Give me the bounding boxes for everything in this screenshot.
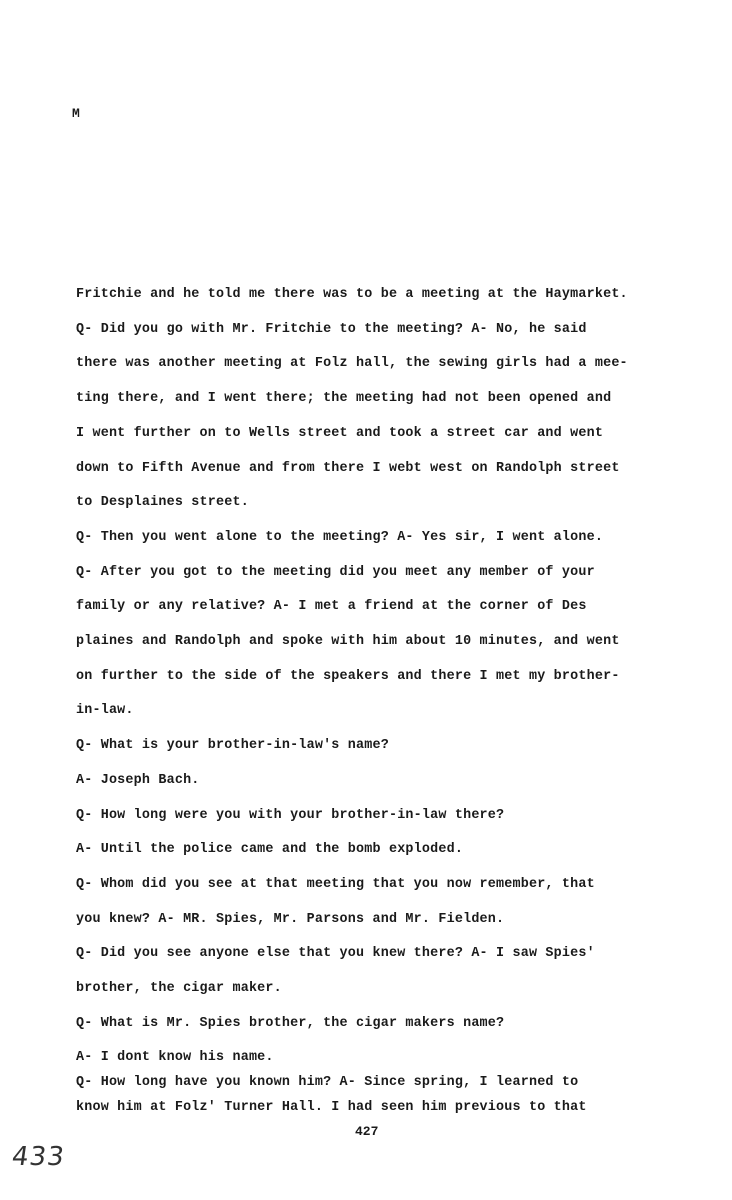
- handwritten-page-number: 433: [9, 1142, 67, 1172]
- transcript-line: Q- Did you go with Mr. Fritchie to the meeting? A- No, he said: [76, 321, 587, 337]
- transcript-line: on further to the side of the speakers and there I met my brother-: [76, 668, 620, 684]
- page-number: 427: [355, 1124, 379, 1139]
- transcript-line: Q- Did you see anyone else that you knew there? A- I saw Spies': [76, 946, 595, 962]
- transcript-line: Q- How long were you with your brother-in-law there?: [76, 807, 505, 823]
- transcript-line: Q- What is your brother-in-law's name?: [76, 738, 389, 754]
- transcript-line: Q- Then you went alone to the meeting? A- Yes sir, I went alone.: [76, 529, 604, 545]
- transcript-line: Q- How long have you known him? A- Since spring, I learned to: [76, 1075, 579, 1090]
- transcript-line: down to Fifth Avenue and from there I webt west on Randolph street: [76, 460, 620, 476]
- transcript-line: Q- Whom did you see at that meeting that you now remember, that: [76, 876, 595, 892]
- transcript-line: to Desplaines street.: [76, 495, 249, 511]
- corner-mark: M: [72, 106, 80, 121]
- transcript-line: family or any relative? A- I met a friend at the corner of Des: [76, 599, 587, 615]
- transcript-line: ting there, and I went there; the meeting had not been opened and: [76, 391, 612, 407]
- transcript-line: you knew? A- MR. Spies, Mr. Parsons and Mr. Fielden.: [76, 911, 505, 927]
- transcript-line: Q- What is Mr. Spies brother, the cigar makers name?: [76, 1015, 505, 1031]
- transcript-line: there was another meeting at Folz hall, the sewing girls had a mee-: [76, 356, 628, 372]
- transcript-continuation: [76, 1070, 706, 1120]
- transcript-line: Q- After you got to the meeting did you meet any member of your: [76, 564, 595, 580]
- transcript-line: I went further on to Wells street and took a street car and went: [76, 425, 604, 441]
- transcript-line: A- I dont know his name.: [76, 1050, 274, 1066]
- transcript-line: brother, the cigar maker.: [76, 981, 282, 997]
- transcript-line: A- Until the police came and the bomb exploded.: [76, 842, 464, 858]
- transcript-line: Fritchie and he told me there was to be a meeting at the Haymarket.: [76, 287, 628, 302]
- transcript-line: plaines and Randolph and spoke with him about 10 minutes, and went: [76, 634, 620, 650]
- transcript-body: [76, 278, 706, 1076]
- transcript-line: in-law.: [76, 703, 134, 719]
- transcript-line: know him at Folz' Turner Hall. I had seen him previous to that: [76, 1100, 587, 1115]
- transcript-line: A- Joseph Bach.: [76, 772, 200, 788]
